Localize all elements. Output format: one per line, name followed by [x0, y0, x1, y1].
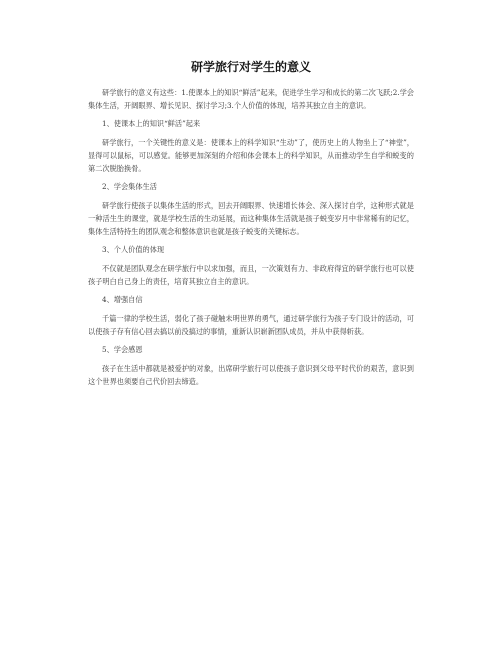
section-1-body: 研学旅行，一个关键性的意义是：使课本上的科学知识“生动”了，使历史上的人物坐上了“神堂”，显得可以鼠标，可以感觉。能够更加深刻的介绍和体会课本上的科学知识，从而推动学生自学和蜕变的第二次脱胎换骨。 [88, 138, 414, 173]
section-3-heading: 3、个人价值的体现 [102, 245, 165, 254]
section-2-heading: 2、学会集体生活 [102, 182, 157, 191]
section-3-body: 不仅就是团队观念在研学旅行中以求加强，而且，一次策划有力、非政府得宜的研学旅行也可以使孩子明白自己身上的责任，培育其独立自主的意识。 [88, 264, 414, 286]
intro-paragraph: 研学旅行的意义有这些：1.使课本上的知识“鲜活”起来，促进学生学习和成长的第二次飞跃;2.学会集体生活，开阔眼界、增长见识、探讨学习;3.个人价值的体现，培养其独立自主的意识。 [88, 88, 414, 110]
section-4-body: 千篇一律的学校生活，弱化了孩子碰触未明世界的勇气，通过研学旅行为孩子专门设计的活动，可以使孩子存有信心回去搞以前没搞过的事情，重新认识崭新团队成员，并从中获得斩获。 [88, 314, 414, 336]
section-4-heading: 4、增强自信 [102, 295, 143, 304]
section-2-body: 研学旅行使孩子以集体生活的形式，回去开阔眼界、快速增长体会、深入探讨自学，这种形式就是一种活生生的课堂，就是学校生活的生动延展，而这种集体生活就是孩子蜕变岁月中非常稀有的记忆，集体生活特持生的团队观念和整体意识也就是孩子蜕变的关键标志。 [88, 201, 414, 236]
document-title: 研学旅行对学生的意义 [190, 60, 311, 74]
section-1-heading: 1、使课本上的知识“鲜活”起来 [102, 119, 201, 128]
section-5-heading: 5、学会感恩 [102, 345, 143, 354]
section-5-body: 孩子在生活中都就是被爱护的对象，出席研学旅行可以使孩子意识到父母平时代价的艰苦，意识到这个世界也须要自己代价回去缔造。 [88, 364, 414, 386]
